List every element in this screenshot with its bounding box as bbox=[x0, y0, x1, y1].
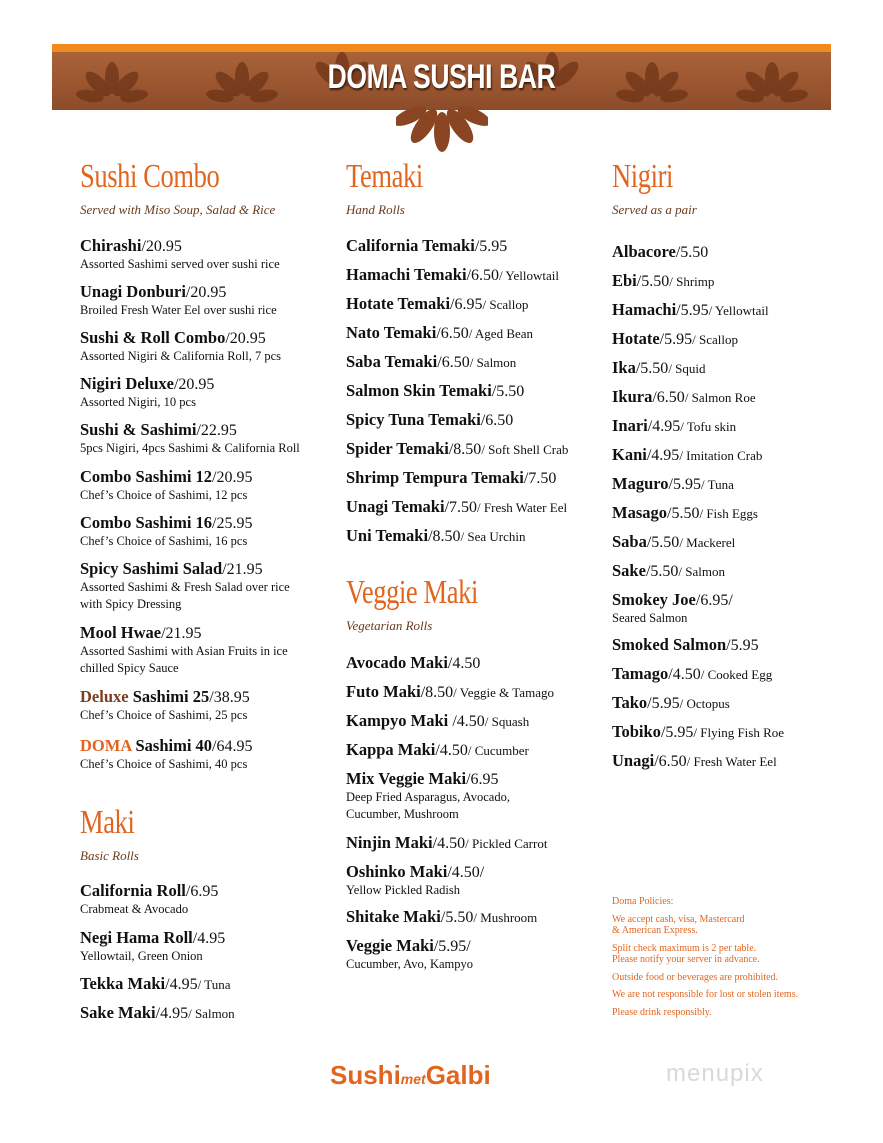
item-name: Avocado Maki bbox=[346, 653, 448, 672]
item-note: / Tuna bbox=[700, 477, 734, 492]
item-note: / Squash bbox=[484, 714, 530, 729]
item-name: Sashimi 25 bbox=[128, 687, 210, 706]
menu-item bbox=[346, 236, 507, 256]
sushi-met-galbi-logo: SushimetGalbi bbox=[330, 1060, 491, 1090]
menu-item bbox=[346, 862, 484, 899]
item-name: Uni Temaki bbox=[346, 526, 429, 545]
item-name-prefix: DOMA bbox=[80, 736, 132, 755]
item-note: / Octopus bbox=[679, 696, 730, 711]
item-name: Saba bbox=[612, 532, 647, 551]
item-price: /38.95 bbox=[209, 689, 250, 706]
menu-item bbox=[346, 526, 526, 546]
menu-item bbox=[346, 653, 480, 673]
sushi-combo-list bbox=[80, 236, 340, 776]
item-note: / Yellowtail bbox=[499, 268, 559, 283]
item-note: / Cooked Egg bbox=[700, 667, 773, 682]
item-name: Spicy Sashimi Salad bbox=[80, 559, 223, 578]
item-name: Hamachi Temaki bbox=[346, 265, 467, 284]
item-price: /5.95 bbox=[659, 331, 693, 348]
menu-item bbox=[346, 497, 567, 517]
item-description: Crabmeat & Avocado bbox=[80, 902, 189, 916]
maki-list bbox=[80, 881, 340, 1031]
item-price: /5.50 bbox=[440, 909, 474, 926]
section-title: Veggie Maki bbox=[346, 574, 478, 611]
item-price: /8.50 bbox=[448, 441, 482, 458]
item-name: Oshinko Maki bbox=[346, 862, 448, 881]
item-name: California Temaki bbox=[346, 236, 475, 255]
item-note: / Scallop bbox=[692, 332, 738, 347]
item-note: / Fresh Water Eel bbox=[477, 500, 568, 515]
item-price: /8.50 bbox=[428, 528, 461, 545]
item-description: Yellowtail, Green Onion bbox=[80, 949, 203, 963]
menu-item bbox=[80, 513, 252, 550]
item-name: Tobiko bbox=[612, 722, 661, 741]
item-price: /5.50 bbox=[675, 244, 709, 261]
item-name: Shrimp Tempura Temaki bbox=[346, 468, 524, 487]
item-description: Assorted Nigiri & California Roll, 7 pcs bbox=[80, 349, 282, 363]
menu-item bbox=[80, 1003, 235, 1023]
sushi-combo-section bbox=[80, 160, 340, 218]
menu-item bbox=[612, 751, 777, 771]
item-name: Veggie Maki bbox=[346, 936, 434, 955]
item-name: Kampyo Maki bbox=[346, 711, 453, 730]
item-description: Deep Fried Asparagus, Avocado, bbox=[346, 790, 510, 804]
item-price: /6.95 bbox=[466, 771, 499, 788]
menu-item bbox=[612, 474, 734, 494]
nigiri-section bbox=[612, 160, 852, 218]
item-name: Salmon Skin Temaki bbox=[346, 381, 492, 400]
menu-item bbox=[612, 635, 759, 655]
item-price: /4.50 bbox=[447, 655, 481, 672]
item-note: / Shrimp bbox=[669, 274, 715, 289]
menu-item bbox=[80, 974, 230, 994]
doma-policies bbox=[612, 896, 798, 1024]
item-note: / Salmon Roe bbox=[684, 390, 756, 405]
item-note: / Tuna bbox=[197, 977, 231, 992]
item-description: Broiled Fresh Water Eel over sushi rice bbox=[80, 303, 277, 317]
item-description: Cucumber, Mushroom bbox=[346, 807, 459, 821]
item-price: /4.50/ bbox=[447, 864, 485, 881]
item-name-prefix: Deluxe bbox=[80, 687, 129, 706]
item-price: /6.50 bbox=[480, 412, 514, 429]
item-price: /6.95/ bbox=[695, 592, 733, 609]
item-price: /6.50 bbox=[437, 354, 470, 371]
menu-item bbox=[346, 265, 559, 285]
item-price: /6.50 bbox=[652, 389, 685, 406]
item-price: /5.95 bbox=[474, 238, 508, 255]
item-price: /21.95 bbox=[222, 561, 263, 578]
item-price: /20.95 bbox=[185, 284, 227, 301]
item-name: Unagi Donburi bbox=[80, 282, 186, 301]
menu-item bbox=[346, 740, 529, 760]
item-name: Combo Sashimi 16 bbox=[80, 513, 213, 532]
item-description: Assorted Nigiri, 10 pcs bbox=[80, 395, 196, 409]
menu-item bbox=[80, 623, 288, 677]
item-name: Chirashi bbox=[80, 236, 142, 255]
veggie-maki-list bbox=[346, 653, 606, 983]
item-description: Yellow Pickled Radish bbox=[346, 883, 461, 897]
menu-item bbox=[612, 722, 784, 742]
menu-item bbox=[80, 467, 252, 504]
item-note: / Salmon bbox=[188, 1006, 235, 1021]
item-name: Nigiri Deluxe bbox=[80, 374, 174, 393]
policy-line: We accept cash, visa, Mastercard & American Express. bbox=[612, 913, 745, 936]
item-note: / Flying Fish Roe bbox=[693, 725, 785, 740]
item-note: / Imitation Crab bbox=[679, 448, 763, 463]
item-name: Spider Temaki bbox=[346, 439, 449, 458]
item-name: California Roll bbox=[80, 881, 186, 900]
item-name: Combo Sashimi 12 bbox=[80, 467, 213, 486]
item-note: / Veggie & Tamago bbox=[453, 685, 554, 700]
section-title: Nigiri bbox=[612, 158, 674, 195]
item-description: Assorted Sashimi with Asian Fruits in ice bbox=[80, 644, 288, 658]
item-description: Chef’s Choice of Sashimi, 25 pcs bbox=[80, 708, 248, 722]
item-price: /6.50 bbox=[436, 325, 469, 342]
policy-line: Please drink responsibly. bbox=[612, 1006, 712, 1018]
restaurant-title: DOMA SUSHI BAR bbox=[327, 58, 556, 96]
veggie-maki-section bbox=[346, 576, 606, 634]
item-note: / Mackerel bbox=[679, 535, 736, 550]
menu-item bbox=[346, 907, 537, 927]
flower-emblem-icon bbox=[396, 104, 488, 154]
item-name: Sashimi 40 bbox=[131, 736, 213, 755]
item-name: Ika bbox=[612, 358, 636, 377]
item-price: /5.50 bbox=[645, 563, 679, 580]
item-note: / Tofu skin bbox=[680, 419, 737, 434]
menu-item bbox=[80, 559, 290, 613]
item-price: /5.50 bbox=[667, 505, 700, 522]
item-name: Futo Maki bbox=[346, 682, 421, 701]
section-title: Sushi Combo bbox=[80, 158, 220, 195]
item-name: Hotate bbox=[612, 329, 660, 348]
item-name: Sushi & Sashimi bbox=[80, 420, 197, 439]
item-price: /4.50 bbox=[435, 742, 468, 759]
temaki-section bbox=[346, 160, 606, 218]
menu-item bbox=[612, 358, 706, 378]
item-note: / Salmon bbox=[678, 564, 725, 579]
item-note: / Aged Bean bbox=[468, 326, 534, 341]
item-note: / Squid bbox=[668, 361, 706, 376]
item-note: / Yellowtail bbox=[708, 303, 769, 318]
item-name: Saba Temaki bbox=[346, 352, 438, 371]
item-price: /20.95 bbox=[225, 330, 266, 347]
section-title: Temaki bbox=[346, 158, 423, 195]
menu-item bbox=[612, 664, 772, 684]
item-description: 5pcs Nigiri, 4pcs Sashimi & California Roll bbox=[80, 441, 300, 455]
item-price: /5.50 bbox=[646, 534, 680, 551]
item-price: /20.95 bbox=[173, 376, 215, 393]
item-name: Maguro bbox=[612, 474, 669, 493]
menu-item bbox=[80, 687, 250, 724]
menu-item bbox=[612, 387, 756, 407]
item-price: /5.50 bbox=[636, 273, 670, 290]
section-subtitle: Served with Miso Soup, Salad & Rice bbox=[80, 202, 276, 217]
item-price: /6.95 bbox=[450, 296, 483, 313]
item-name: Hotate Temaki bbox=[346, 294, 451, 313]
item-name: Ninjin Maki bbox=[346, 833, 433, 852]
menu-item bbox=[80, 236, 280, 273]
item-name: Tako bbox=[612, 693, 648, 712]
menu-item bbox=[346, 381, 524, 401]
menupix-watermark: menupix bbox=[666, 1060, 764, 1087]
item-name: Tekka Maki bbox=[80, 974, 166, 993]
item-price: /4.95 bbox=[165, 976, 198, 993]
banner-stripe bbox=[52, 44, 831, 52]
item-note: / Soft Shell Crab bbox=[481, 442, 569, 457]
item-name: Sushi & Roll Combo bbox=[80, 328, 226, 347]
menu-item bbox=[346, 682, 554, 702]
item-description: Cucumber, Avo, Kampyo bbox=[346, 957, 474, 971]
policies-title: Doma Policies: bbox=[612, 896, 674, 907]
menu-item bbox=[346, 711, 529, 731]
menu-item bbox=[80, 374, 214, 411]
menu-item bbox=[612, 242, 708, 262]
menu-item bbox=[612, 416, 736, 436]
section-title: Maki bbox=[80, 804, 135, 841]
policy-line: We are not responsible for lost or stolen items. bbox=[612, 989, 799, 1000]
item-price: /6.50 bbox=[654, 753, 687, 770]
item-note: / Pickled Carrot bbox=[465, 836, 548, 851]
item-description: chilled Spicy Sauce bbox=[80, 661, 179, 675]
menu-item bbox=[80, 328, 281, 365]
item-name: Kappa Maki bbox=[346, 740, 436, 759]
policy-line: Split check maximum is 2 per table. Please notify your server in advance. bbox=[612, 942, 760, 965]
item-name: Unagi Temaki bbox=[346, 497, 445, 516]
item-price: /7.50 bbox=[444, 499, 478, 516]
item-description: Chef’s Choice of Sashimi, 40 pcs bbox=[80, 757, 248, 771]
menu-item bbox=[612, 590, 733, 627]
item-name: Mix Veggie Maki bbox=[346, 769, 467, 788]
item-price: /64.95 bbox=[212, 738, 253, 755]
item-name: Sake bbox=[612, 561, 646, 580]
item-note: / Cucumber bbox=[467, 743, 529, 758]
item-price: /5.95 bbox=[660, 724, 694, 741]
section-subtitle: Hand Rolls bbox=[346, 202, 405, 217]
menu-item bbox=[346, 936, 473, 973]
item-price: /4.95 bbox=[155, 1005, 189, 1022]
item-price: /5.95 bbox=[668, 476, 701, 493]
item-description: Assorted Sashimi & Fresh Salad over rice bbox=[80, 580, 290, 594]
item-name: Kani bbox=[612, 445, 647, 464]
item-price: /4.50 bbox=[668, 666, 701, 683]
item-name: Inari bbox=[612, 416, 648, 435]
item-price: /6.50 bbox=[466, 267, 500, 284]
item-price: /5.95 bbox=[726, 637, 759, 654]
menu-item bbox=[346, 294, 528, 314]
item-price: /20.95 bbox=[141, 238, 182, 255]
item-price: /5.95 bbox=[676, 302, 709, 319]
nigiri-list bbox=[612, 242, 852, 782]
item-price: /5.95/ bbox=[433, 938, 471, 955]
item-note: / Mushroom bbox=[473, 910, 538, 925]
menu-item bbox=[80, 736, 252, 773]
menu-item bbox=[612, 445, 762, 465]
menu-item bbox=[80, 881, 218, 918]
item-name: Negi Hama Roll bbox=[80, 928, 193, 947]
item-note: / Scallop bbox=[482, 297, 529, 312]
item-description: with Spicy Dressing bbox=[80, 597, 182, 611]
item-name: Smokey Joe bbox=[612, 590, 696, 609]
item-note: / Fish Eggs bbox=[699, 506, 758, 521]
item-name: Hamachi bbox=[612, 300, 677, 319]
item-description: Chef’s Choice of Sashimi, 16 pcs bbox=[80, 534, 248, 548]
item-price: /5.50 bbox=[635, 360, 669, 377]
item-name: Ebi bbox=[612, 271, 637, 290]
menu-item bbox=[80, 282, 277, 319]
item-price: /25.95 bbox=[212, 515, 253, 532]
item-note: / Fresh Water Eel bbox=[686, 754, 777, 769]
menu-item bbox=[612, 300, 769, 320]
item-price: /20.95 bbox=[212, 469, 253, 486]
item-price: /8.50 bbox=[420, 684, 454, 701]
item-price: /5.50 bbox=[491, 383, 525, 400]
section-subtitle: Basic Rolls bbox=[80, 848, 139, 863]
maki-section bbox=[80, 806, 340, 864]
menu-item bbox=[612, 561, 725, 581]
item-description: Assorted Sashimi served over sushi rice bbox=[80, 257, 280, 271]
menu-item bbox=[346, 352, 516, 372]
item-price: /7.50 bbox=[523, 470, 557, 487]
menu-item bbox=[612, 503, 758, 523]
item-name: Masago bbox=[612, 503, 667, 522]
menu-item bbox=[346, 833, 547, 853]
item-price: /5.95 bbox=[647, 695, 680, 712]
item-price: /6.95 bbox=[185, 883, 219, 900]
item-name: Smoked Salmon bbox=[612, 635, 727, 654]
item-price: /4.50 bbox=[452, 713, 485, 730]
item-price: /4.95 bbox=[647, 418, 681, 435]
item-name: Tamago bbox=[612, 664, 669, 683]
item-description: Chef’s Choice of Sashimi, 12 pcs bbox=[80, 488, 248, 502]
menu-item bbox=[80, 928, 225, 965]
menu-item bbox=[346, 468, 556, 488]
item-note: / Salmon bbox=[469, 355, 517, 370]
item-price: /4.50 bbox=[432, 835, 466, 852]
item-price: /4.95 bbox=[646, 447, 680, 464]
item-name: Shitake Maki bbox=[346, 907, 441, 926]
item-price: /21.95 bbox=[161, 625, 202, 642]
item-note: / Sea Urchin bbox=[460, 529, 526, 544]
item-name: Nato Temaki bbox=[346, 323, 437, 342]
item-name: Sake Maki bbox=[80, 1003, 156, 1022]
item-price: /22.95 bbox=[196, 422, 237, 439]
item-name: Albacore bbox=[612, 242, 676, 261]
menu-item bbox=[346, 323, 533, 343]
menu-item bbox=[612, 693, 730, 713]
item-name: Mool Hwae bbox=[80, 623, 162, 642]
menu-item bbox=[80, 420, 300, 457]
item-name: Spicy Tuna Temaki bbox=[346, 410, 481, 429]
menu-item bbox=[346, 410, 513, 430]
temaki-list bbox=[346, 236, 606, 556]
item-name: Ikura bbox=[612, 387, 653, 406]
item-price: /4.95 bbox=[192, 930, 226, 947]
item-name: Unagi bbox=[612, 751, 655, 770]
menu-item bbox=[612, 532, 735, 552]
policy-line: Outside food or beverages are prohibited. bbox=[612, 971, 779, 983]
menu-item bbox=[346, 439, 568, 459]
section-subtitle: Vegetarian Rolls bbox=[346, 618, 433, 633]
menu-item bbox=[612, 329, 738, 349]
menu-item bbox=[612, 271, 714, 291]
item-description: Seared Salmon bbox=[612, 611, 688, 625]
menu-item bbox=[346, 769, 510, 823]
section-subtitle: Served as a pair bbox=[612, 202, 697, 217]
